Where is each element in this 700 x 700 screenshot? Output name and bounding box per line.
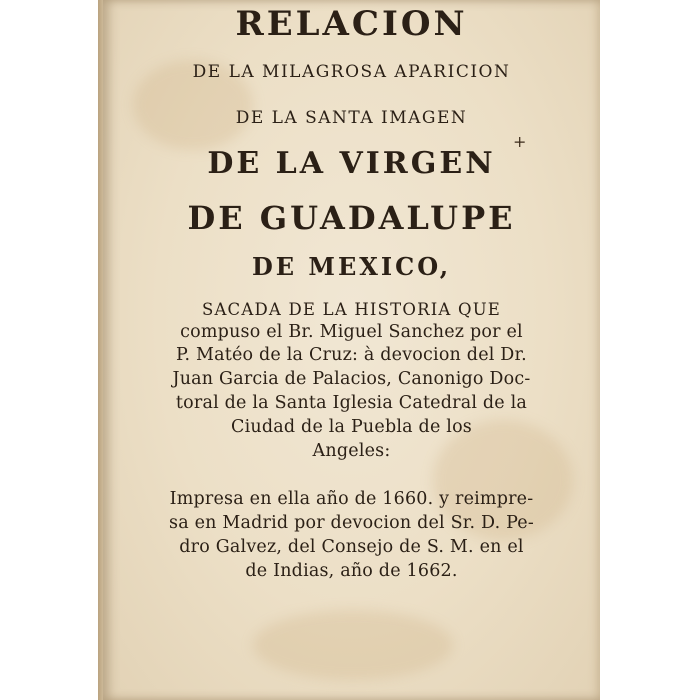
title-page-text bbox=[103, 0, 600, 700]
subtitle-line: DE GUADALUPE bbox=[187, 199, 516, 237]
body-line: SACADA DE LA HISTORIA QUE bbox=[201, 300, 502, 319]
subtitle-line: DE LA VIRGEN bbox=[207, 146, 496, 181]
book-page bbox=[103, 0, 600, 700]
margin-mark: + bbox=[513, 132, 527, 151]
body-line: Juan Garcia de Palacios, Canonigo Doc- bbox=[172, 369, 531, 389]
imprint-line: de Indias, año de 1662. bbox=[245, 561, 458, 581]
body-line: Angeles: bbox=[312, 441, 391, 461]
imprint-line: Impresa en ella año de 1660. y reimpre- bbox=[169, 489, 534, 509]
subtitle-line: DE LA SANTA IMAGEN bbox=[235, 108, 468, 128]
imprint-line: sa en Madrid por devocion del Sr. D. Pe- bbox=[169, 513, 534, 533]
page-title: RELACION bbox=[235, 4, 468, 44]
imprint-line: dro Galvez, del Consejo de S. M. en el bbox=[179, 537, 524, 557]
body-line: compuso el Br. Miguel Sanchez por el bbox=[180, 322, 523, 342]
subtitle-line: DE LA MILAGROSA APARICION bbox=[192, 62, 511, 82]
body-line: toral de la Santa Iglesia Catedral de la bbox=[175, 393, 528, 413]
body-line: P. Matéo de la Cruz: à devocion del Dr. bbox=[176, 345, 527, 365]
body-line: Ciudad de la Puebla de los bbox=[230, 417, 472, 437]
subtitle-line: DE MEXICO, bbox=[251, 252, 452, 281]
